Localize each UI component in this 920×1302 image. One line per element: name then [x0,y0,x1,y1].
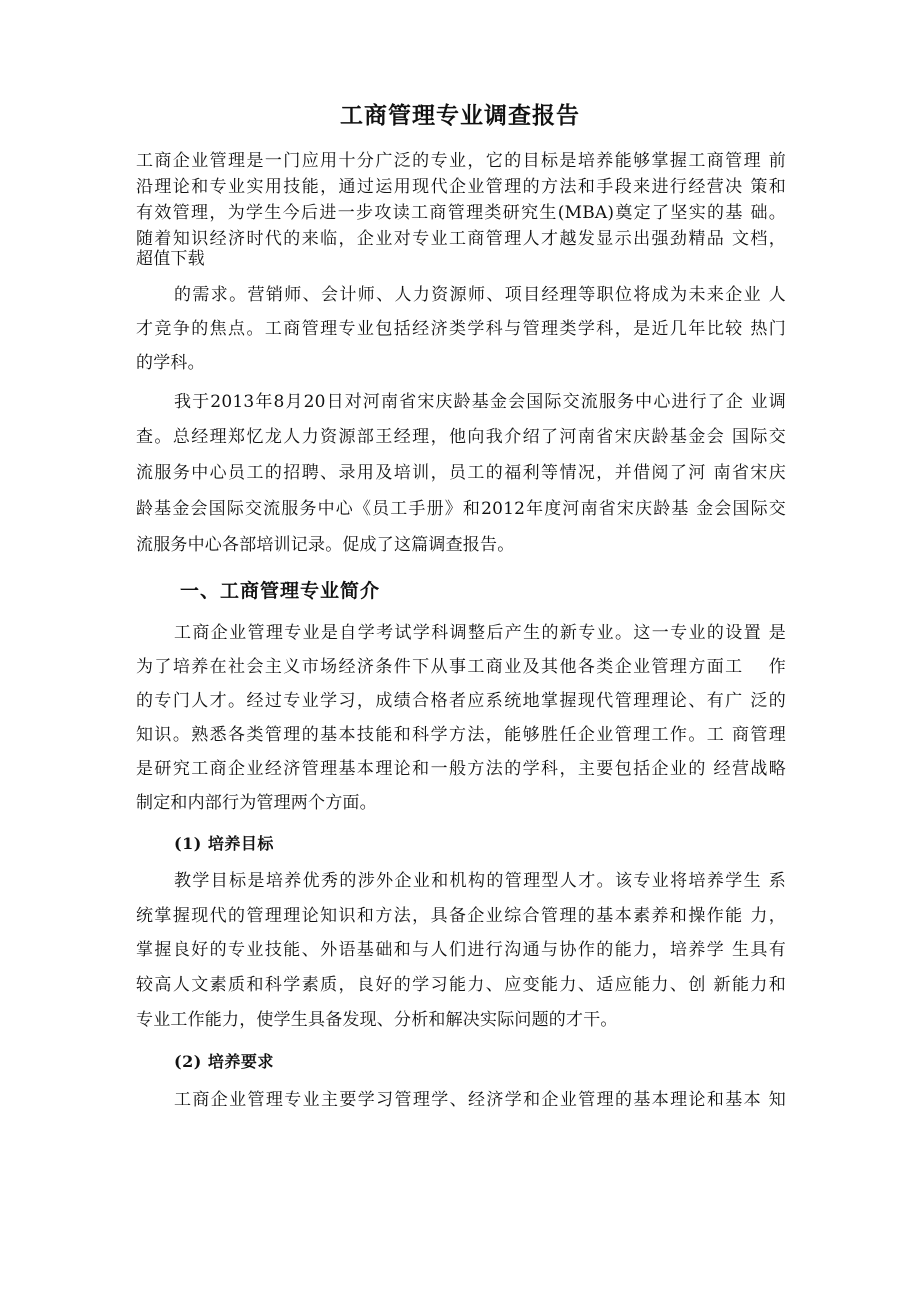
paragraph-line: 工商企业管理专业是自学考试学科调整后产生的新专业。这一专业的设置 是 [174,623,786,643]
paragraph-line: 的需求。营销师、会计师、人力资源师、项目经理等职位将成为未来企业 人 [174,285,786,305]
subsection-heading: (1) 培养目标 [174,834,274,853]
intro-line: 工商企业管理是一门应用十分广泛的专业，它的目标是培养能够掌握工商管理 前 [136,151,786,171]
intro-line: 沿理论和专业实用技能，通过运用现代企业管理的方法和手段来进行经营决 策和 [136,177,786,197]
section-heading: 一、工商管理专业简介 [180,580,381,602]
paragraph-line: 龄基金会国际交流服务中心《员工手册》和2012年度河南省宋庆龄基 金会国际交 [136,499,786,519]
intro-line: 超值下载 [136,249,205,269]
intro-line: 随着知识经济时代的来临，企业对专业工商管理人才越发显示出强劲精品 文档， [136,229,786,249]
paragraph-line: 较高人文素质和科学素质，良好的学习能力、应变能力、适应能力、创 新能力和 [136,975,786,995]
paragraph-line: 的学科。 [136,353,205,373]
paragraph-line: 为了培养在社会主义市场经济条件下从事工商业及其他各类企业管理方面工 作 [136,657,786,677]
document-title: 工商管理专业调查报告 [340,102,580,129]
paragraph-line: 专业工作能力，使学生具备发现、分析和解决实际问题的才干。 [136,1010,618,1030]
paragraph-line: 的专门人才。经过专业学习，成绩合格者应系统地掌握现代管理理论、有广 泛的 [136,691,786,711]
paragraph-line: 掌握良好的专业技能、外语基础和与人们进行沟通与协作的能力，培养学 生具有 [136,940,786,960]
paragraph-line: 流服务中心各部培训记录。促成了这篇调查报告。 [136,535,515,555]
paragraph-line: 工商企业管理专业主要学习管理学、经济学和企业管理的基本理论和基本 知 [174,1090,786,1110]
paragraph-line: 流服务中心员工的招聘、录用及培训，员工的福利等情况，并借阅了河 南省宋庆 [136,463,786,483]
intro-line: 有效管理，为学生今后进一步攻读工商管理类研究生(MBA)奠定了坚实的基 础。 [136,203,786,223]
paragraph-line: 才竞争的焦点。工商管理专业包括经济类学科与管理类学科，是近几年比较 热门 [136,319,786,339]
paragraph-line: 统掌握现代的管理理论知识和方法，具备企业综合管理的基本素养和操作能 力， [136,906,786,926]
paragraph-line: 是研究工商企业经济管理基本理论和一般方法的学科，主要包括企业的 经营战略 [136,759,786,779]
paragraph-line: 查。总经理郑忆龙人力资源部王经理，他向我介绍了河南省宋庆龄基金会 国际交 [136,427,786,447]
paragraph-line: 制定和内部行为管理两个方面。 [136,793,377,813]
subsection-heading: (2) 培养要求 [174,1052,274,1071]
paragraph-line: 教学目标是培养优秀的涉外企业和机构的管理型人才。该专业将培养学生 系 [174,871,786,891]
paragraph-line: 我于2013年8月20日对河南省宋庆龄基金会国际交流服务中心进行了企 业调 [174,392,786,412]
paragraph-line: 知识。熟悉各类管理的基本技能和科学方法，能够胜任企业管理工作。工 商管理 [136,725,786,745]
